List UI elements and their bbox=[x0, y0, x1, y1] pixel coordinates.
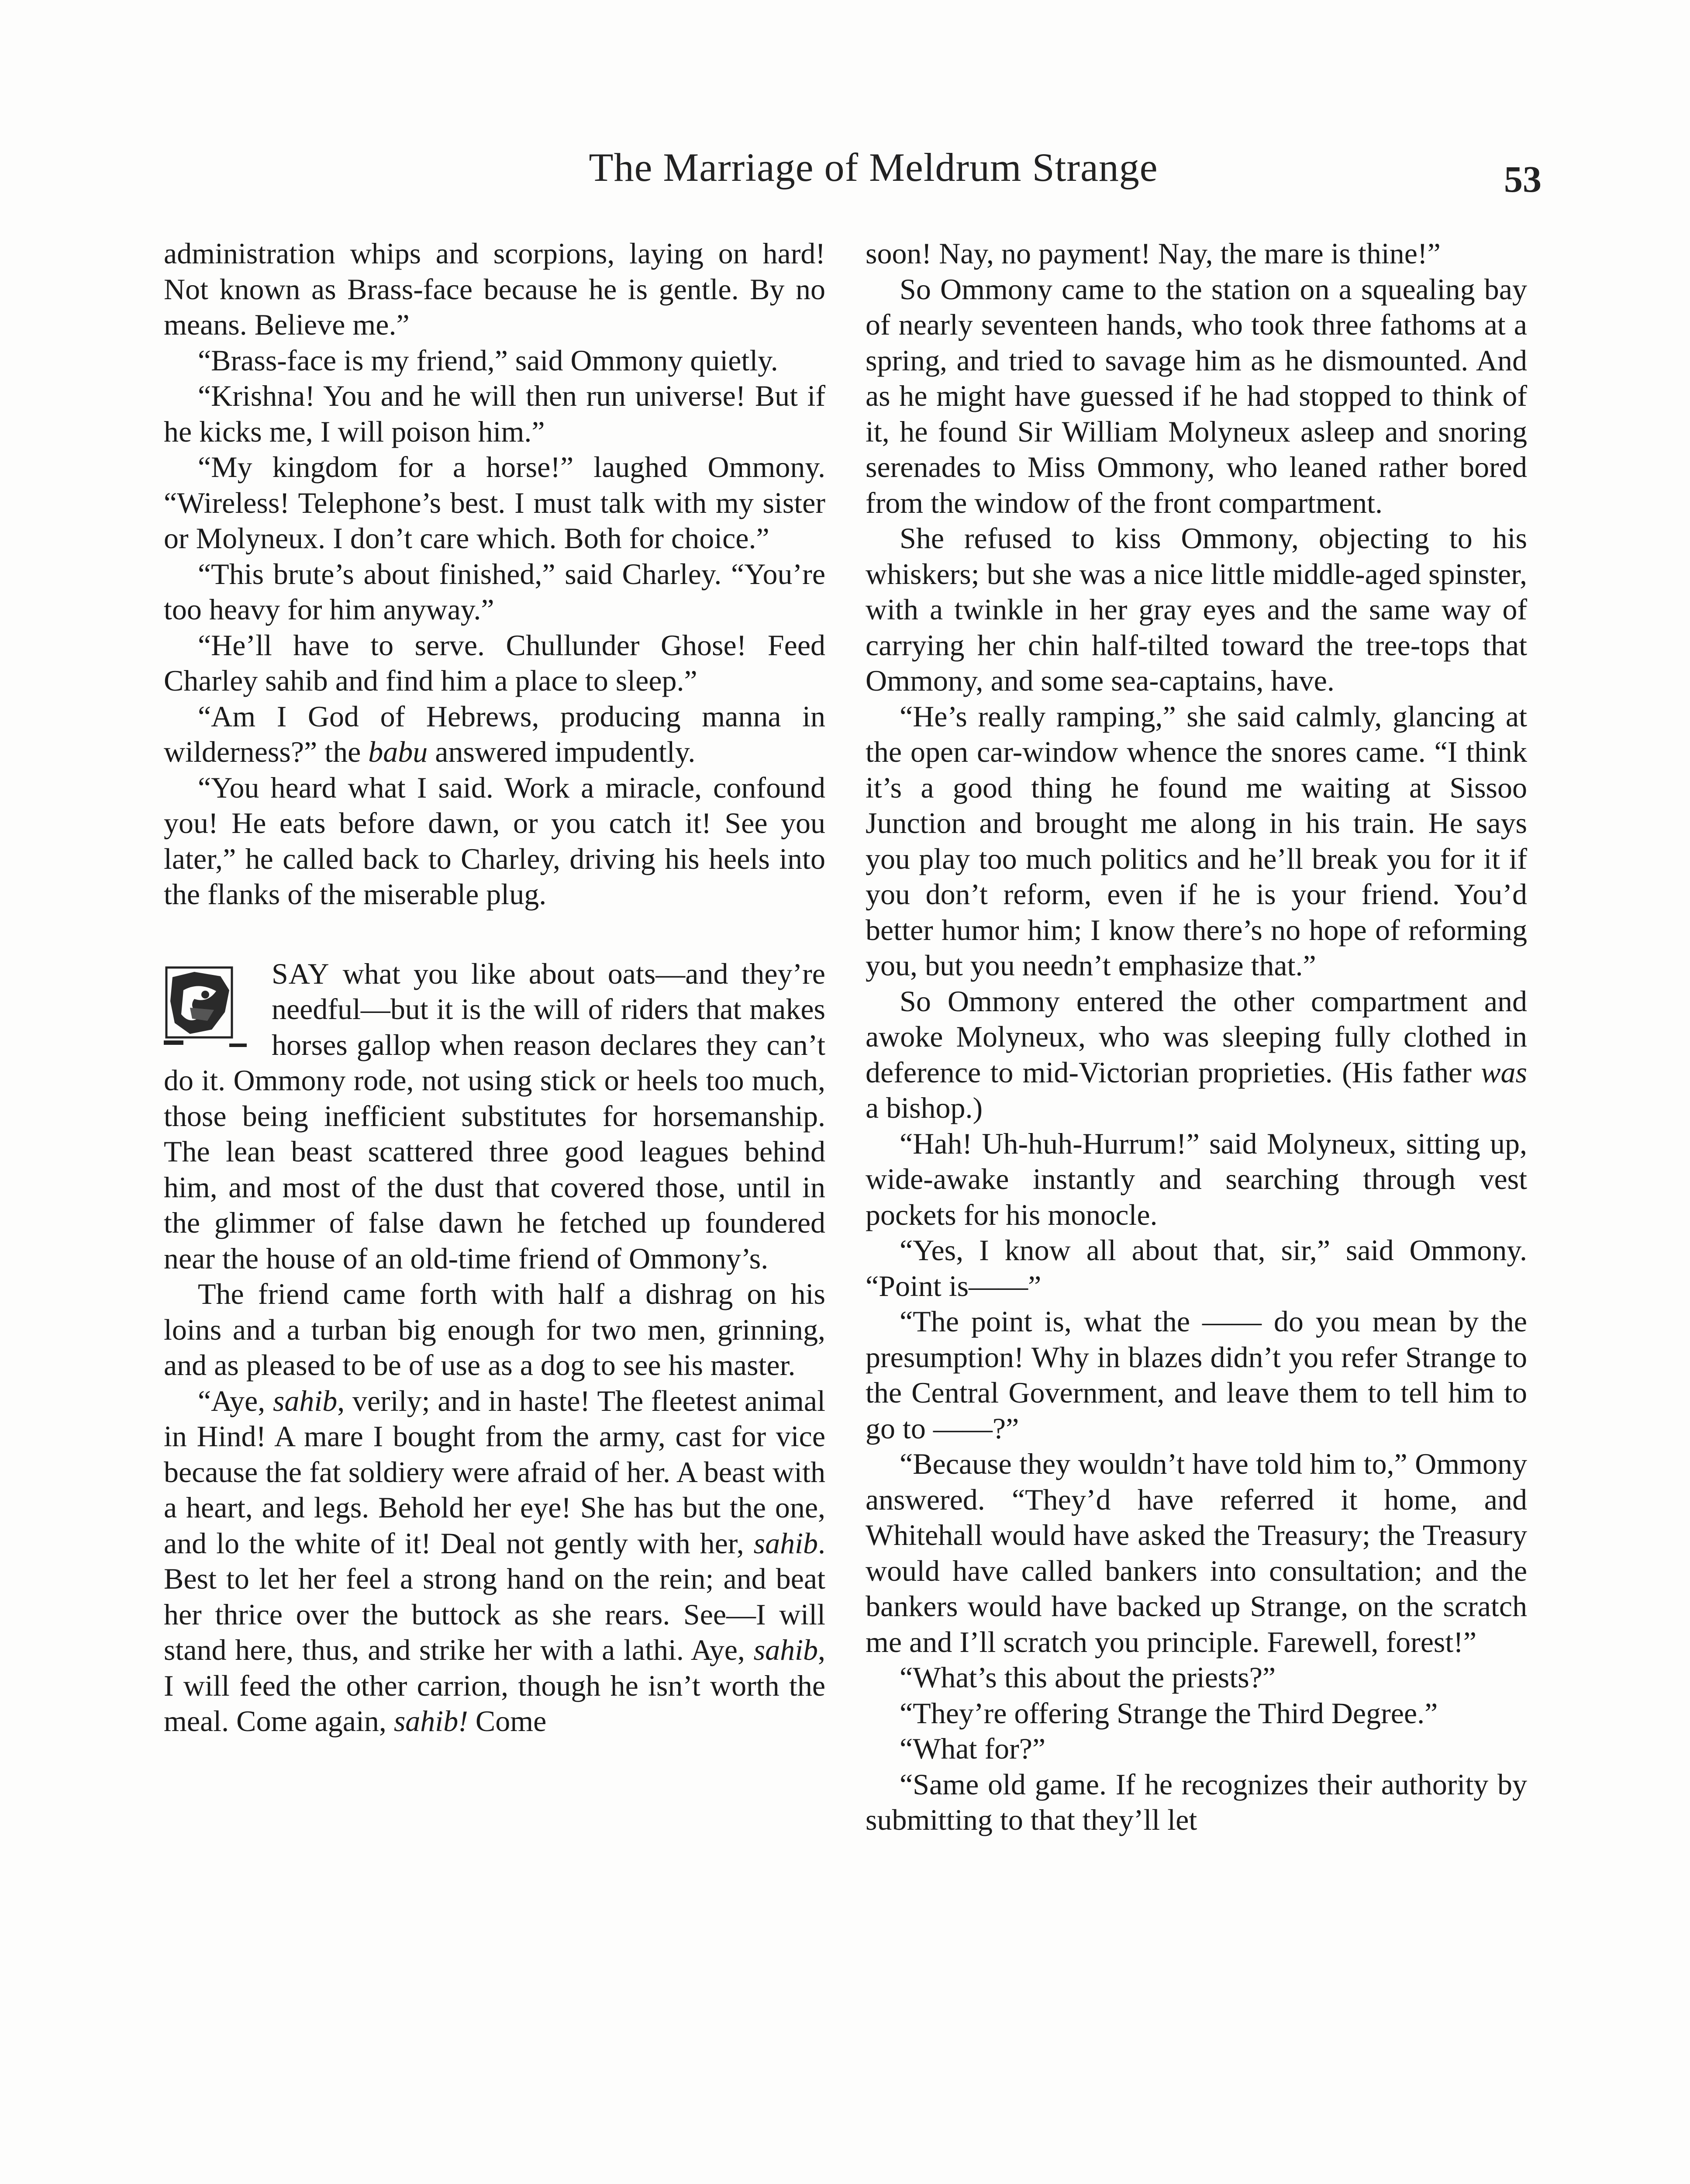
paragraph: “Krishna! You and he will then run universe! But if he kicks me, I will poison him.” bbox=[164, 379, 825, 448]
paragraph: “What for?” bbox=[900, 1732, 1046, 1765]
paragraph: soon! Nay, no payment! Nay, the mare is thine!” bbox=[866, 237, 1441, 270]
page-number: 53 bbox=[1504, 158, 1542, 200]
paragraph: “You heard what I said. Work a miracle, confound you! He eats before dawn, or you catch it! See you later,” he called back to Charley, driving his heels into the flanks of the miserable plug. bbox=[164, 771, 825, 911]
paragraph: The friend came forth with half a dishrag on his loins and a turban big enough for two men, grinning, and as pleased to be of use as a dog to see his master. bbox=[164, 1277, 825, 1382]
text-run: “Am I God of Hebrews, producing manna in wilderness?” the bbox=[164, 699, 825, 768]
italic-word: sahib! bbox=[393, 1704, 468, 1738]
italic-word: sahib bbox=[753, 1633, 818, 1666]
section-opening-paragraph bbox=[164, 956, 825, 1277]
paragraph: “Hah! Uh-huh-Hurrum!” said Molyneux, sitting up, wide-awake instantly and searching through vest pockets for his monocle. bbox=[866, 1127, 1527, 1231]
paragraph: “The point is, what the —— do you mean by the presumption! Why in blazes didn’t you refer Strange to the Central Government, and leave them to tell him to go to ——?” bbox=[866, 1305, 1527, 1445]
left-text-column bbox=[164, 236, 825, 1739]
text-run: . Best to let her feel a strong hand on the rein; and beat her thrice over the buttock as she rears. See—I will stand here, thus, and strike her with a lathi. Aye, bbox=[164, 1526, 825, 1666]
paragraph: “They’re offering Strange the Third Degree.” bbox=[900, 1696, 1438, 1730]
text-run: , verily; and in haste! The fleetest animal in Hind! A mare I bought from the army, cast for vice because the fat soldiery were afraid of her. A beast with a heart, and legs. Behold her eye! She has but the one, and lo the white of it! Deal not gently with her, bbox=[164, 1384, 825, 1560]
paragraph: “He’ll have to serve. Chullunder Ghose! Feed Charley sahib and find him a place to sleep.” bbox=[164, 628, 825, 697]
paragraph bbox=[164, 1383, 825, 1739]
right-text-column bbox=[866, 236, 1527, 1838]
paragraph: “He’s really ramping,” she said calmly, glancing at the open car-window whence the snores came. “I think it’s a good thing he found me waiting at Sissoo Junction and brought me along in his train. He says you play too much politics and he’ll break you for it if you don’t reform, even if he is your friend. You’d better humor him; I know there’s no hope of reforming you, but you needn’t emphasize that.” bbox=[866, 699, 1527, 982]
text-run: So Ommony entered the other compartment and awoke Molyneux, who was sleeping fully clothed in deference to mid-Victorian proprieties. (His father bbox=[866, 984, 1527, 1089]
italic-word: babu bbox=[368, 735, 428, 768]
paragraph: She refused to kiss Ommony, objecting to his whiskers; but she was a nice little middle-aged spinster, with a twinkle in her gray eyes and the same way of carrying her chin half-tilted toward the tree-tops that Ommony, and some sea-captains, have. bbox=[866, 522, 1527, 697]
paragraph bbox=[164, 699, 825, 770]
text-run: what you like about oats—and they’re needful—but it is the will of riders that makes horses gallop when reason declares they can’t do it. Ommony rode, not using stick or heels too much, those being inefficient substitutes for horsemanship. The lean beast scattered three good leagues behind him, and most of the dust that covered those, until in the glimmer of false dawn he fetched up foundered near the house of an old-time friend of Ommony’s. bbox=[164, 957, 825, 1275]
paragraph: “Yes, I know all about that, sir,” said Ommony. “Point is——” bbox=[866, 1234, 1527, 1303]
italic-word: was bbox=[1481, 1055, 1527, 1089]
paragraph: “My kingdom for a horse!” laughed Ommony. “Wireless! Telephone’s best. I must talk with my sister or Molyneux. I don’t care which. Both for choice.” bbox=[164, 450, 825, 555]
small-caps-opening: SAY bbox=[272, 957, 330, 990]
text-run: a bishop.) bbox=[866, 1091, 983, 1124]
italic-word: sahib bbox=[272, 1384, 338, 1417]
paragraph: “Brass-face is my friend,” said Ommony quietly. bbox=[198, 343, 778, 377]
paragraph: “Because they wouldn’t have told him to,” Ommony answered. “They’d have referred it home, and Whitehall would have asked the Treasury; the Treasury would have called bankers into consultation; and the bankers would have backed up Strange, on the scratch me and I’ll scratch you principle. Farewell, forest!” bbox=[866, 1447, 1527, 1659]
paragraph: So Ommony came to the station on a squealing bay of nearly seventeen hands, who took three fathoms at a spring, and tried to savage him as he dismounted. And as he might have guessed if he had stopped to think of it, he found Sir William Molyneux asleep and snoring serenades to Miss Ommony, who leaned rather bored from the window of the front compartment. bbox=[866, 272, 1527, 519]
paragraph: “This brute’s about finished,” said Charley. “You’re too heavy for him anyway.” bbox=[164, 557, 825, 626]
decorative-initial-i-icon bbox=[164, 964, 262, 1054]
text-run: “Aye, bbox=[198, 1384, 273, 1417]
paragraph: “What’s this about the priests?” bbox=[900, 1661, 1276, 1694]
italic-word: sahib bbox=[753, 1526, 818, 1560]
paragraph: administration whips and scorpions, laying on hard! Not known as Brass-face because he is gentle. By no means. Believe me.” bbox=[164, 237, 825, 341]
paragraph: “Same old game. If he recognizes their authority by submitting to that they’ll let bbox=[866, 1767, 1527, 1836]
text-run: answered impudently. bbox=[428, 735, 696, 768]
text-run: Come bbox=[468, 1704, 547, 1738]
running-head-title: The Marriage of Meldrum Strange bbox=[589, 145, 1158, 190]
text-run: , I will feed the other carrion, though he isn’t worth the meal. Come again, bbox=[164, 1633, 825, 1738]
paragraph bbox=[866, 984, 1527, 1126]
